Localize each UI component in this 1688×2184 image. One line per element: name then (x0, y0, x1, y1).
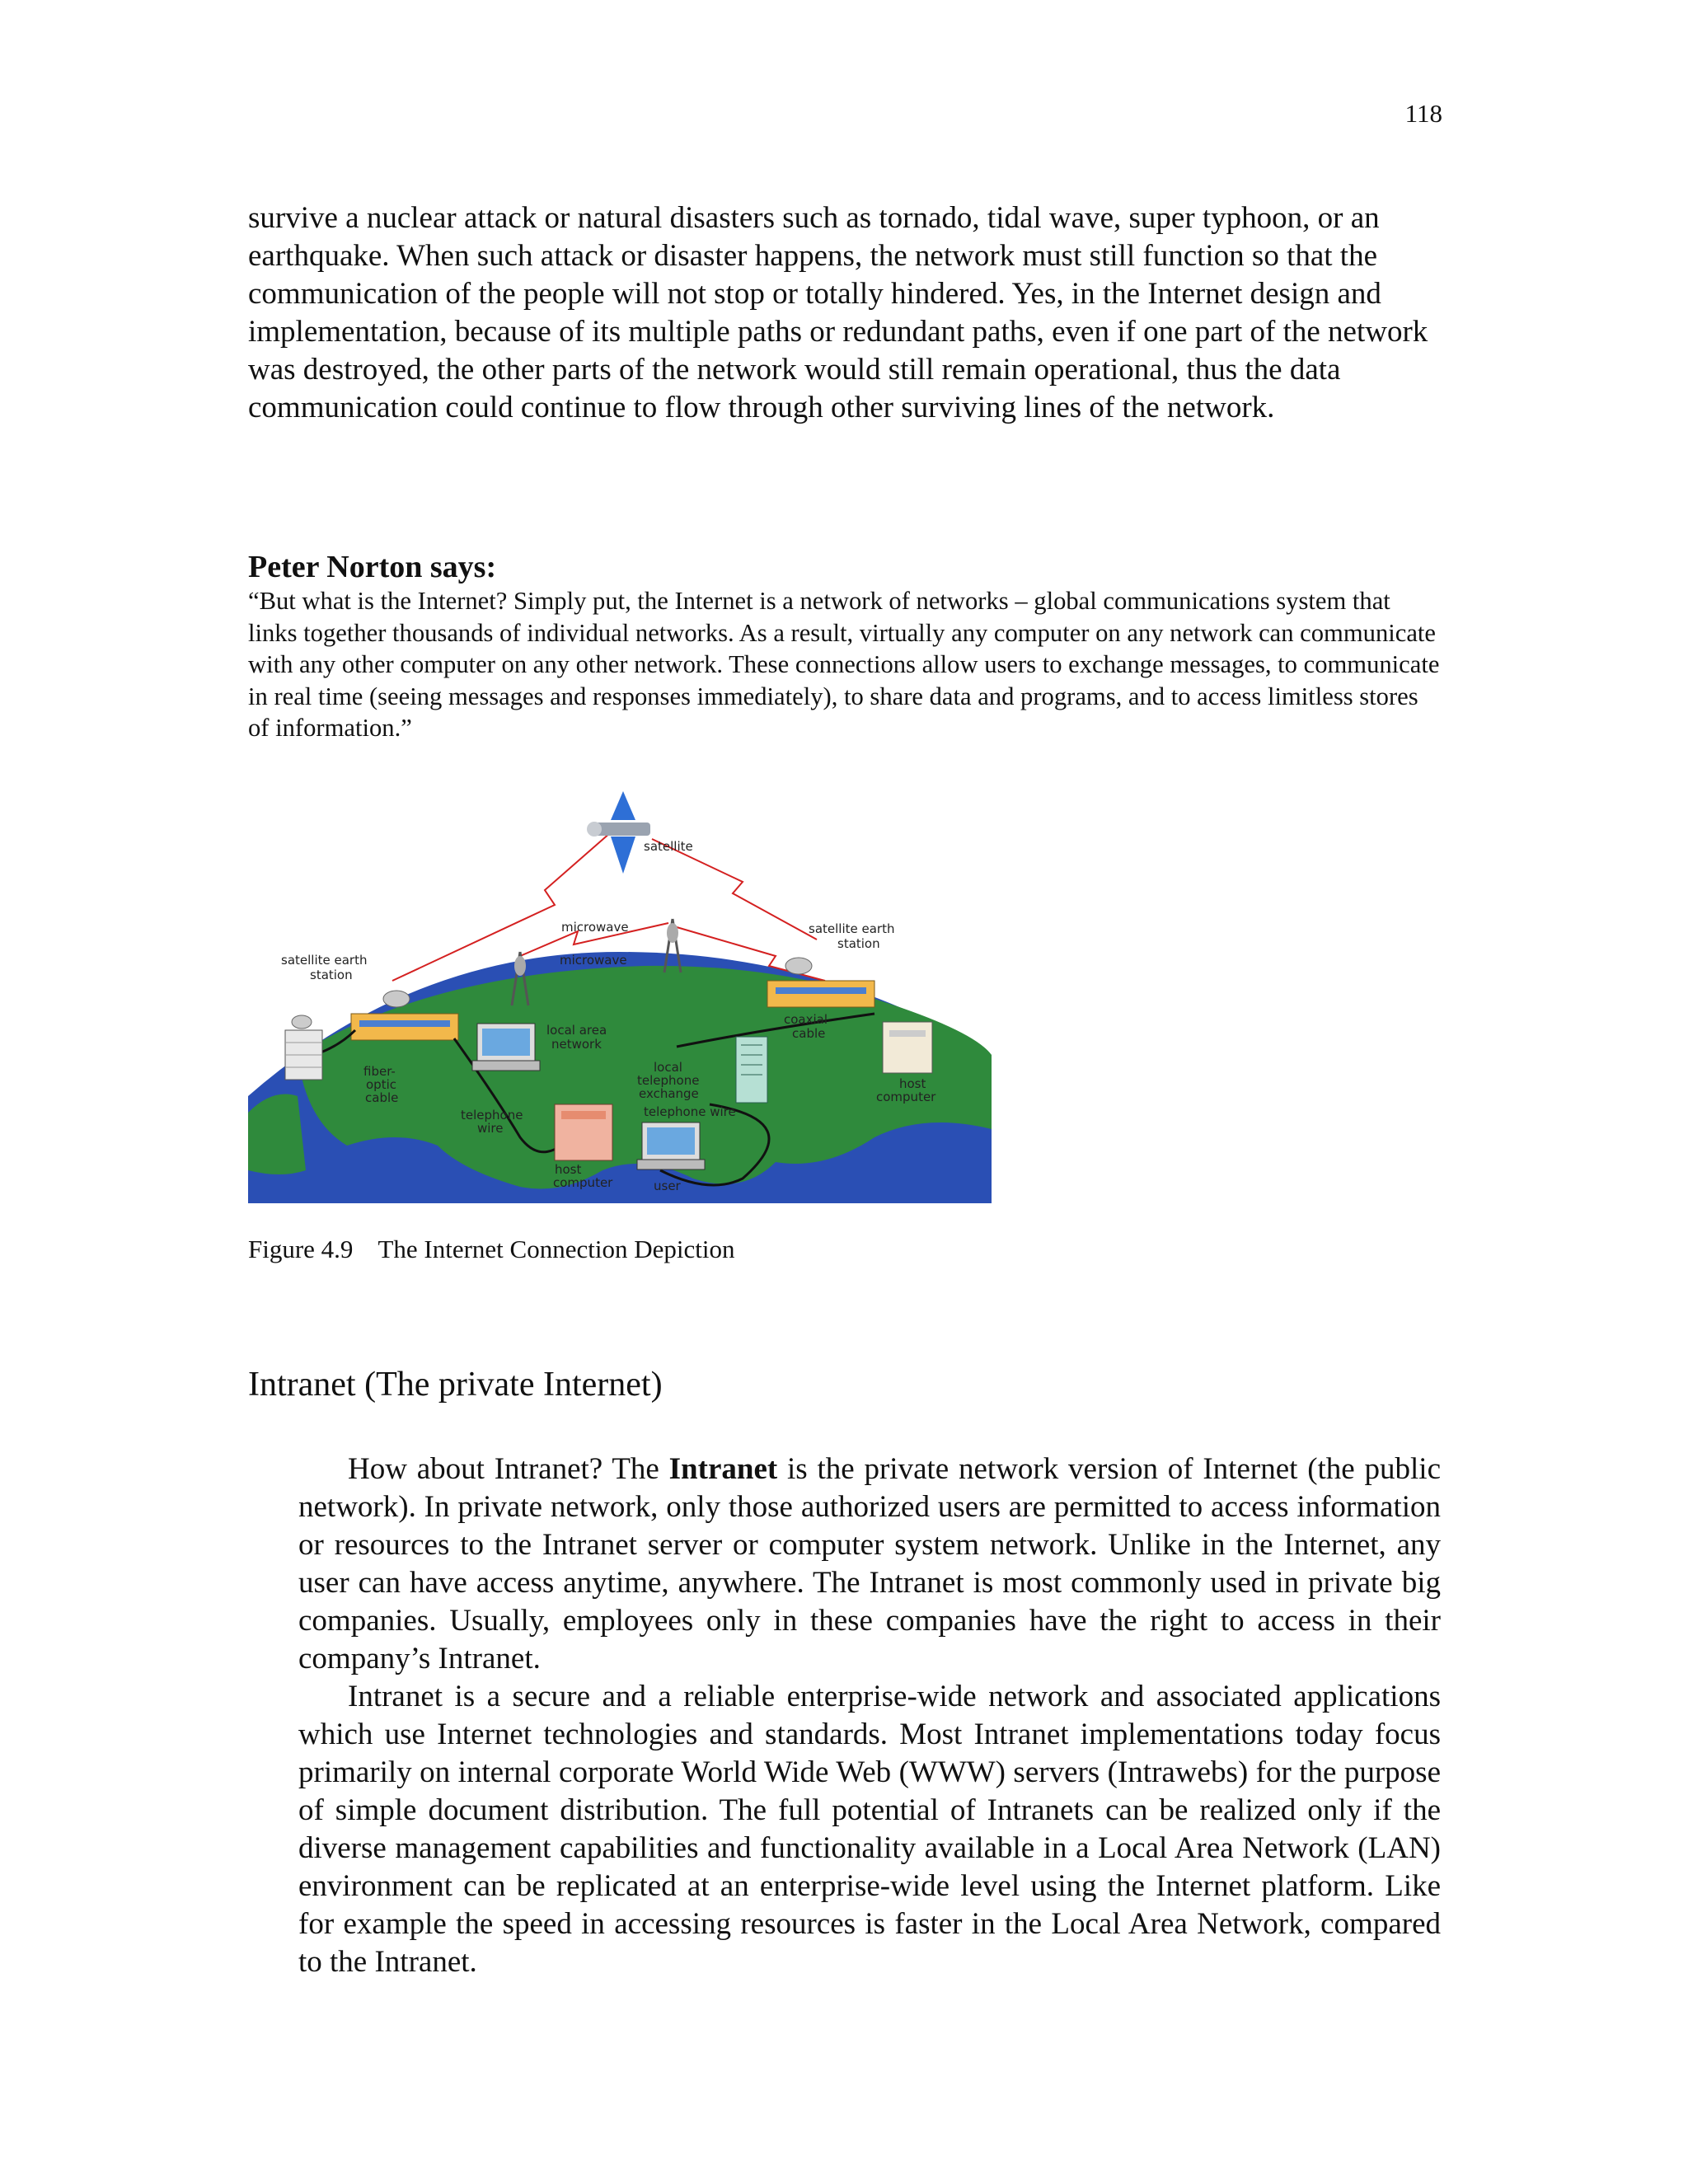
figure-caption-text: The Internet Connection Depiction (377, 1235, 735, 1263)
lan-laptop-icon (472, 1024, 540, 1071)
label-microwave-top: microwave (561, 920, 629, 935)
intranet-term: Intranet (668, 1452, 778, 1486)
label-lan: local area (546, 1023, 607, 1038)
label-satellite: satellite (644, 839, 693, 854)
intranet-paragraph-2: Intranet is a secure and a reliable enterprise-wide network and associated applications which use Internet technologies and standards. Most Intranet implementations today focus primarily on internal corporate World Wide Web (WWW) servers (Intrawebs) for the purpose of simple document distribution. The full potential of Intranets can be realized only if the diverse management capabilities and functionality available in a Local Area Network (LAN) environment can be replicated at an enterprise-wide level using the Internet platform. Like for example the speed in accessing resources is faster in the Local Area Network, compared to the Intranet. (298, 1680, 1441, 1979)
label-exchange: local (654, 1060, 682, 1075)
label-fiber-2: optic (366, 1077, 396, 1092)
label-earth-station-left: satellite earth (281, 953, 368, 968)
page-number: 118 (1404, 99, 1442, 128)
label-host-right-2: computer (876, 1090, 936, 1104)
label-telephone-wire-2: wire (477, 1121, 504, 1136)
label-coaxial: coaxial (784, 1012, 828, 1027)
user-laptop-icon (637, 1122, 705, 1169)
section-title: Intranet (The private Internet) (248, 1366, 663, 1404)
label-lan-2: network (551, 1037, 602, 1052)
label-host-right: host (899, 1076, 926, 1091)
label-exchange-2: telephone (637, 1073, 700, 1088)
label-microwave-left: microwave (560, 953, 627, 968)
host-computer-right-icon (883, 1022, 932, 1073)
quote-text: “But what is the Internet? Simply put, the Internet is a network of networks – global communications system that links together thousands of individual networks. As a result, virtually any computer on any network can communicate with any other computer on any other network. These connections allow users to exchange messages, to communicate in real time (seeing messages and responses immediately), to share data and programs, and to access limitless stores of information.” (248, 587, 1440, 742)
internet-connection-figure (248, 783, 992, 1203)
label-exchange-3: exchange (639, 1086, 699, 1101)
label-user: user (654, 1179, 681, 1193)
host-computer-bottom-icon (555, 1104, 612, 1160)
label-telephone-wire: telephone (461, 1108, 523, 1122)
figure-caption (248, 1235, 734, 1264)
intro-paragraph: survive a nuclear attack or natural disasters such as tornado, tidal wave, super typhoon, or an earthquake. When such attack or disaster happens, the network must still function so that the communication of the people will not stop or totally hindered. Yes, in the Internet design and implementation, because of its multiple paths or redundant paths, even if one part of the network was destroyed, the other parts of the network would still remain operational, thus the data communication could continue to flow through other surviving lines of the network. (248, 201, 1428, 424)
para1-text-start: How about Intranet? The (348, 1452, 669, 1486)
telephone-exchange-icon (736, 1037, 767, 1103)
label-host-bottom-2: computer (553, 1175, 613, 1190)
para1-text-end: is the private network version of Internet (the public network). In private network, only those authorized users are permitted to access information or resources to the Intranet server or computer system network. Unlike in the Internet, any user can have access anytime, anywhere. The Intranet is most commonly used in private big companies. Usually, employees only in these companies have the right to access in their company’s Intranet. (298, 1452, 1441, 1675)
label-fiber: fiber- (363, 1064, 396, 1079)
landmass-left (248, 1094, 306, 1175)
label-earth-station-right: satellite earth (809, 921, 895, 936)
label-telephone-wire-right: telephone wire (644, 1104, 736, 1119)
label-earth-station-left-2: station (310, 968, 353, 982)
figure-number: Figure 4.9 (248, 1235, 354, 1263)
quote-heading: Peter Norton says: (248, 550, 497, 584)
label-host-bottom: host (555, 1162, 582, 1177)
label-earth-station-right-2: station (837, 936, 880, 951)
label-coaxial-2: cable (792, 1026, 826, 1041)
label-fiber-3: cable (365, 1090, 399, 1105)
intranet-paragraph-1 (298, 1451, 1441, 1678)
